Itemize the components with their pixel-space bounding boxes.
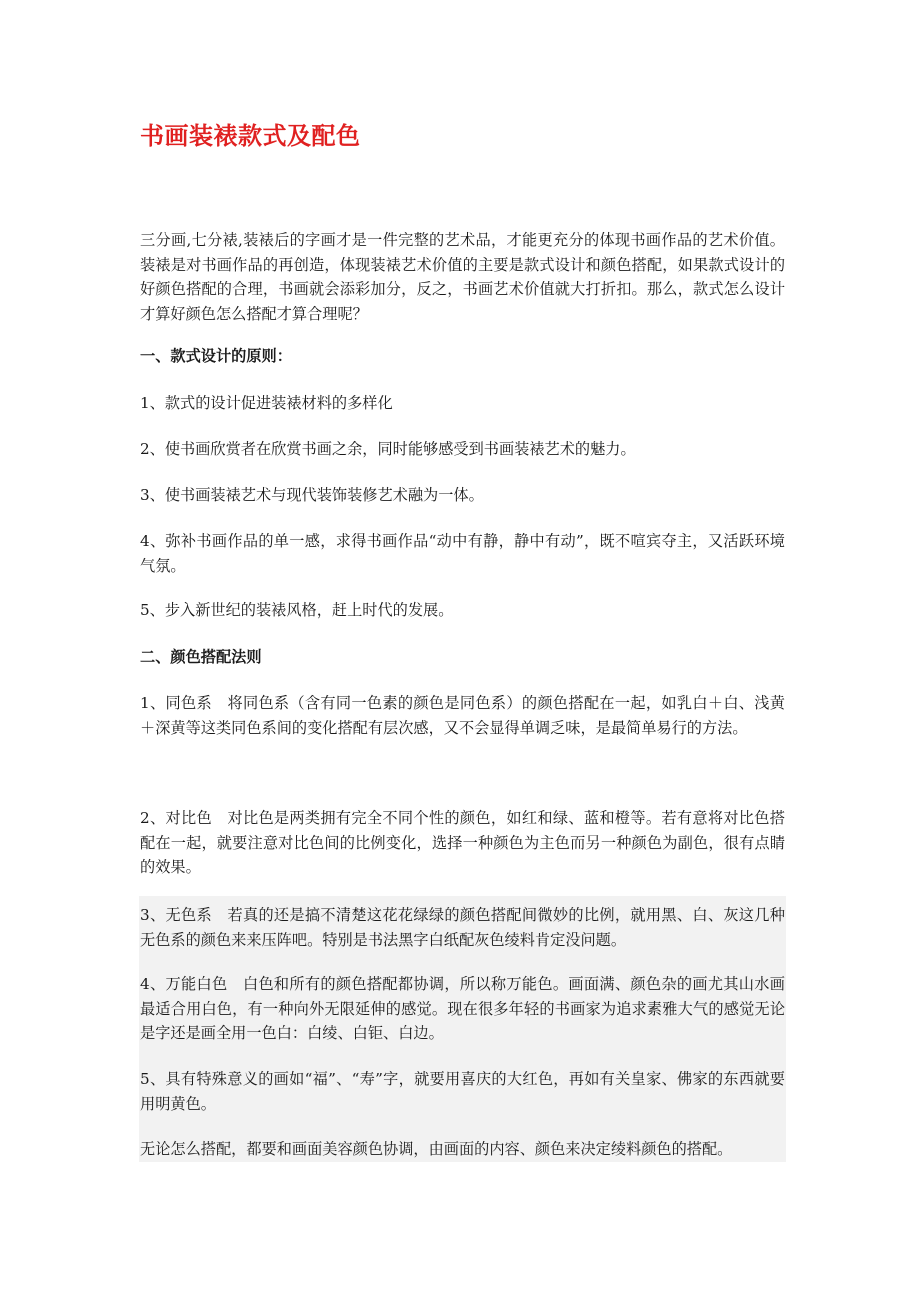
section1-item-1: 1、款式的设计促进装裱材料的多样化 [140, 394, 393, 412]
section2-item-4: 4、万能白色 白色和所有的颜色搭配都协调，所以称万能色。画面满、颜色杂的画尤其山水画最适合用白色，有一种向外无限延伸的感觉。现在很多年轻的书画家为追求素雅大气的感觉无论是字还是画全用一色白：白绫、白钜、白边。 [140, 975, 785, 1042]
section1-item-5: 5、步入新世纪的装裱风格，赶上时代的发展。 [140, 601, 454, 619]
section1-item-2: 2、使书画欣赏者在欣赏书画之余，同时能够感受到书画装裱艺术的魅力。 [140, 440, 636, 458]
section1-item-3: 3、使书画装裱艺术与现代装饰装修艺术融为一体。 [140, 486, 484, 504]
section2-item-5: 5、具有特殊意义的画如“福”、“寿”字，就要用喜庆的大红色，再如有关皇家、佛家的东西就要用明黄色。 [140, 1070, 785, 1113]
section1-item-4: 4、弥补书画作品的单一感，求得书画作品“动中有静，静中有动”，既不喧宾夺主，又活跃环境气氛。 [140, 532, 785, 575]
section1-heading: 一、款式设计的原则： [140, 347, 292, 365]
page-title: 书画装裱款式及配色 [140, 121, 361, 150]
section2-item-1: 1、同色系 将同色系（含有同一色素的颜色是同色系）的颜色搭配在一起，如乳白＋白、浅黄＋深黄等这类同色系间的变化搭配有层次感，又不会显得单调乏味，是最简单易行的方法。 [140, 694, 785, 737]
section2-heading: 二、颜色搭配法则 [140, 648, 262, 666]
section2-item-3: 3、无色系 若真的还是搞不清楚这花花绿绿的颜色搭配间微妙的比例，就用黑、白、灰这几种无色系的颜色来来压阵吧。特别是书法黑字白纸配灰色绫料肯定没问题。 [140, 906, 785, 949]
section2-item-2: 2、对比色 对比色是两类拥有完全不同个性的颜色，如红和绿、蓝和橙等。若有意将对比色搭配在一起，就要注意对比色间的比例变化，选择一种颜色为主色而另一种颜色为副色，很有点睛的效果。 [140, 809, 785, 876]
conclusion-paragraph: 无论怎么搭配，都要和画面美容颜色协调，由画面的内容、颜色来决定绫料颜色的搭配。 [140, 1140, 733, 1158]
intro-paragraph: 三分画,七分裱,装裱后的字画才是一件完整的艺术品，才能更充分的体现书画作品的艺术价值。装裱是对书画作品的再创造，体现装裱艺术价值的主要是款式设计和颜色搭配，如果款式设计的好颜色搭配的合理，书画就会添彩加分，反之，书画艺术价值就大打折扣。那么，款式怎么设计才算好颜色怎么搭配才算合理呢？ [140, 231, 785, 323]
